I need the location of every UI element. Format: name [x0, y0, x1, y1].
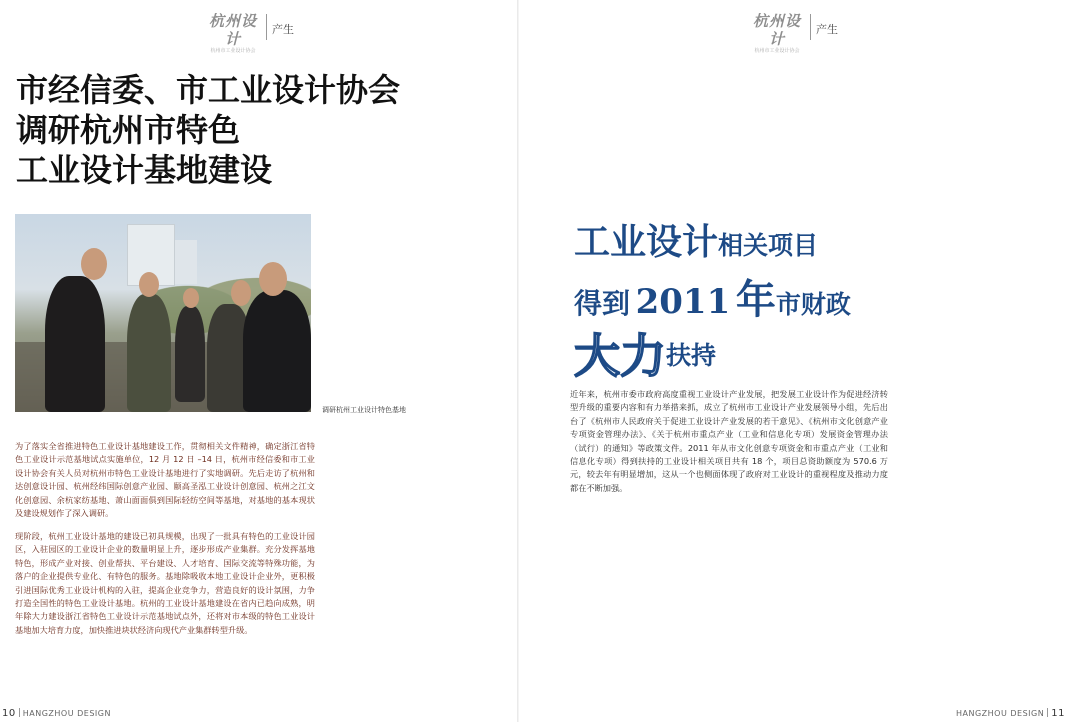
article-headline [16, 70, 496, 190]
footer-text: HANGZHOU DESIGN [956, 709, 1045, 718]
section-label: 产生 [816, 23, 838, 36]
person-5 [243, 290, 311, 412]
title-year-number: 2011 [635, 282, 731, 322]
title-industrial-design: 工业设计 [574, 221, 719, 263]
person-3 [175, 306, 205, 402]
title-strong-support: 大力 [574, 329, 666, 383]
feature-title-line-2 [574, 268, 851, 325]
person-1 [45, 276, 105, 412]
right-paragraph: 近年来，杭州市委市政府高度重视工业设计产业发展，把发展工业设计作为促进经济转型升级的重要内容和有力举措来抓，成立了杭州市工业设计产业发展领导小组，先后出台了《杭州市人民政府关于促进工业设计产业发展的若干意见》、《杭州市文化创意产业专项资金管理办法》、《关于杭州市重点产业（工业和信息化专项）发展资金管理办法（试行）的通知》等政策文件。2011 年从市文化创意专项资金和市重点产业（工业和信息化专项）得到扶持的工业设计相关项目共有 18 个，项目总资助额度为 570.6 万元，较去年有明显增加，这从一个也侧面体现了政府对工业设计的重视程度及推动力度都在不断加强。 [570, 389, 888, 493]
paragraph-1: 为了落实全省推进特色工业设计基地建设工作，贯彻相关文件精神，确定浙江省特色工业设计示范基地试点实施单位，12 月 12 日 –14 日，杭州市经信委和市工业设计协会有关人员对杭州市特色工业设计基地进行了实地调研。先后走访了杭州和达创意设计园、杭州经纬国际创意产业园、颐高圣泓工业设计创意园、杭州之江文化创意园、余杭家纺基地、萧山面面俱到国际轻纺空间等基地，对基地的基本现状及建设规划作了深入调研。 [15, 441, 315, 519]
title-support: 扶持 [666, 341, 717, 370]
title-receive: 得到 [574, 287, 631, 320]
photo-caption: 调研杭州工业设计特色基地 [322, 406, 406, 414]
page-number: 10 [2, 708, 16, 719]
headline-line-1: 市经信委、市工业设计协会 [16, 71, 401, 109]
brand-logo-subtext: 杭州市工业设计协会 [754, 48, 800, 54]
brand-divider [810, 14, 811, 40]
left-page [0, 0, 518, 722]
footer-left [2, 708, 111, 719]
footer-right [956, 708, 1065, 719]
feature-title-line-3 [574, 320, 716, 386]
brand-logo [746, 12, 808, 55]
brand-divider [266, 14, 267, 40]
article-photo [15, 214, 311, 412]
person-1-head [81, 248, 107, 280]
footer-divider [1047, 708, 1048, 717]
footer-text: HANGZHOU DESIGN [22, 709, 111, 718]
page-number: 11 [1051, 708, 1065, 719]
section-label: 产生 [272, 23, 294, 36]
brand-logo-text: 杭州设计 [208, 12, 257, 48]
person-3-head [183, 288, 199, 308]
headline-line-3: 工业设计基地建设 [16, 151, 273, 189]
right-page [518, 0, 1065, 722]
headline-line-2: 调研杭州市特色 [16, 111, 241, 149]
person-5-head [259, 262, 287, 296]
feature-title-line-1 [574, 214, 818, 265]
person-4-head [231, 280, 251, 306]
person-2 [127, 294, 171, 412]
title-related-projects: 相关项目 [718, 231, 819, 260]
brand-logo [202, 12, 264, 55]
footer-divider [19, 708, 20, 717]
paragraph-2: 现阶段，杭州工业设计基地的建设已初具规模，出现了一批具有特色的工业设计园区，入驻园区的工业设计企业的数量明显上升，逐步形成产业集群。充分发挥基地特色，形成产业对接、创业帮扶、平台建设、人才培育、国际交流等特殊功能，为落户的企业提供专业化、有特色的服务。基地除吸收本地工业设计企业外，更积极引进国际优秀工业设计机构的入驻，提高企业竞争力，营造良好的设计氛围，力争打造全国性的特色工业设计基地。杭州的工业设计基地建设在省内已趋向成熟，明年除大力建设浙江省特色工业设计示范基地试点外，还将对市本级的特色工业设计基地加大培育力度，加快推进块状经济向现代产业集群转型升级。 [15, 531, 315, 635]
title-municipal-finance: 市财政 [775, 290, 851, 319]
person-2-head [139, 272, 159, 297]
title-year-char: 年 [735, 276, 776, 323]
brand-logo-text: 杭州设计 [752, 12, 801, 48]
brand-logo-subtext: 杭州市工业设计协会 [210, 48, 256, 54]
